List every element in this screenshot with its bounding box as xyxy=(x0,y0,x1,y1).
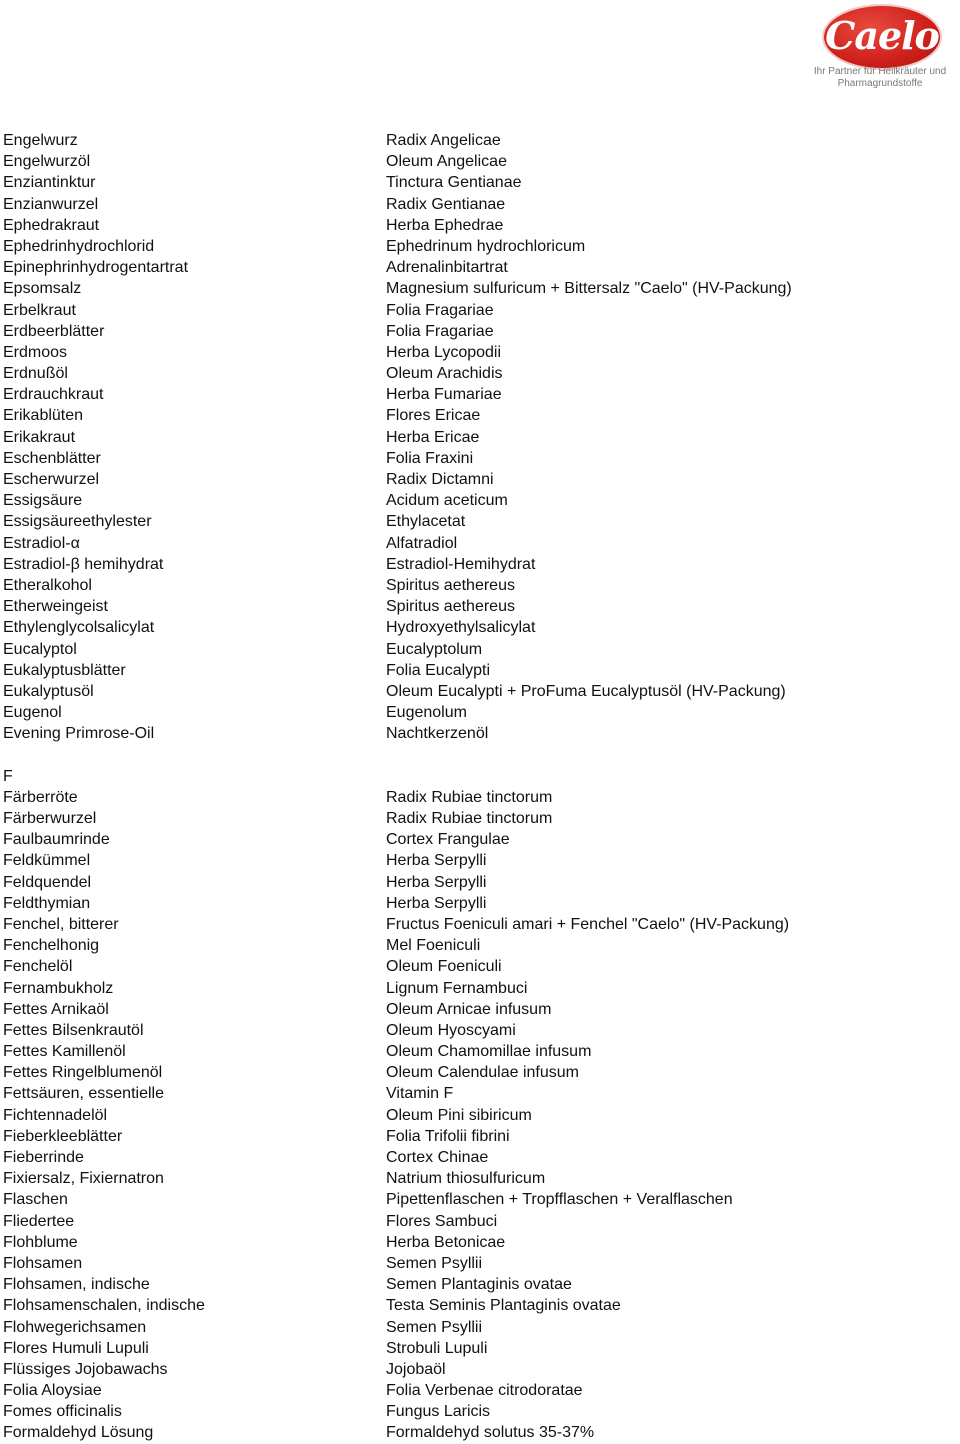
german-name: Essigsäure xyxy=(3,492,83,510)
latin-name: Oleum Eucalypti + ProFuma Eucalyptusöl (HV-Packung) xyxy=(386,682,786,700)
german-name: Fieberrinde xyxy=(3,1149,84,1166)
latin-name: Lignum Fernambuci xyxy=(386,979,528,997)
german-name: Epinephrinhydrogentartrat xyxy=(3,259,189,277)
latin-name: Flores Sambuci xyxy=(386,1212,498,1230)
german-name: Färberwurzel xyxy=(3,810,97,827)
german-name: Etheralkohol xyxy=(3,576,92,594)
latin-name: Radix Gentianae xyxy=(386,195,506,213)
latin-name: Oleum Angelicae xyxy=(386,153,507,171)
latin-names-column xyxy=(386,130,956,1444)
latin-name: Magnesium sulfuricum + Bittersalz "Caelo" (HV-Packung) xyxy=(386,280,792,298)
latin-name: Radix Rubiae tinctorum xyxy=(386,788,553,806)
latin-name: Adrenalinbitartrat xyxy=(386,259,508,277)
german-name: Ephedrinhydrochlorid xyxy=(3,237,155,255)
latin-name: Estradiol-Hemihydrat xyxy=(386,555,536,573)
german-name: Faulbaumrinde xyxy=(3,831,110,849)
german-name: Flohwegerichsamen xyxy=(3,1318,147,1336)
latin-name: Fructus Foeniculi amari + Fenchel "Caelo" (HV-Packung) xyxy=(386,915,790,933)
german-name: Etherweingeist xyxy=(3,598,108,616)
section-spacer xyxy=(386,744,956,765)
german-name: Engelwurz xyxy=(3,132,78,149)
german-name: Fernambukholz xyxy=(3,979,114,997)
latin-name: Alfatradiol xyxy=(386,534,458,552)
latin-name: Radix Rubiae tinctorum xyxy=(386,810,553,827)
german-name: Formaldehyd Lösung xyxy=(3,1424,154,1442)
latin-name: Flores Ericae xyxy=(386,407,481,425)
german-name: Fichtennadelöl xyxy=(3,1106,108,1124)
latin-name: Natrium thiosulfuricum xyxy=(386,1170,546,1188)
latin-name: Vitamin F xyxy=(386,1085,454,1103)
latin-name: Folia Fragariae xyxy=(386,322,494,340)
latin-name: Hydroxyethylsalicylat xyxy=(386,619,536,637)
german-name: Erikakraut xyxy=(3,428,76,446)
logo-brand: Caelo xyxy=(825,12,939,58)
german-name: Eukalyptusblätter xyxy=(3,661,126,679)
logo-tagline-line2: Pharmagrundstoffe xyxy=(837,78,923,89)
latin-name: Cortex Frangulae xyxy=(386,831,510,849)
section-heading-f: F xyxy=(3,767,13,785)
german-name: Fliedertee xyxy=(3,1212,75,1230)
latin-name: Radix Angelicae xyxy=(386,132,501,149)
german-name: Fenchelöl xyxy=(3,958,73,976)
latin-name: Semen Psyllii xyxy=(386,1254,483,1272)
latin-name: Folia Verbenae citrodoratae xyxy=(386,1382,583,1400)
german-name: Feldkümmel xyxy=(3,852,91,870)
german-name: Flohsamen, indische xyxy=(3,1276,150,1294)
latin-name: Ephedrinum hydrochloricum xyxy=(386,237,586,255)
german-name: Eucalyptol xyxy=(3,640,77,658)
german-name: Essigsäureethylester xyxy=(3,513,152,531)
german-name: Epsomsalz xyxy=(3,280,82,298)
german-name: Ethylenglycolsalicylat xyxy=(3,619,155,637)
section-spacer xyxy=(386,766,956,787)
latin-name: Herba Betonicae xyxy=(386,1233,506,1251)
german-name: Erikablüten xyxy=(3,407,84,425)
latin-name: Semen Psyllii xyxy=(386,1318,483,1336)
latin-name: Folia Trifolii fibrini xyxy=(386,1127,510,1145)
latin-name: Fungus Laricis xyxy=(386,1403,491,1421)
german-name: Enziantinktur xyxy=(3,174,96,192)
german-name: Flohsamen xyxy=(3,1254,83,1272)
german-name: Flohsamenschalen, indische xyxy=(3,1297,205,1315)
german-name: Fenchel, bitterer xyxy=(3,915,119,933)
german-name: Fettes Ringelblumenöl xyxy=(3,1064,163,1082)
german-name: Färberröte xyxy=(3,788,78,806)
latin-name: Ethylacetat xyxy=(386,513,466,531)
german-name: Flaschen xyxy=(3,1191,68,1209)
german-name: Flores Humuli Lupuli xyxy=(3,1339,149,1357)
latin-name: Herba Lycopodii xyxy=(386,343,502,361)
german-name: Folia Aloysiae xyxy=(3,1382,102,1400)
latin-name: Folia Fraxini xyxy=(386,449,474,467)
latin-name: Herba Ericae xyxy=(386,428,480,446)
german-name: Erdbeerblätter xyxy=(3,322,105,340)
german-name: Feldthymian xyxy=(3,894,91,912)
latin-name: Oleum Foeniculi xyxy=(386,958,502,976)
german-name: Fettsäuren, essentielle xyxy=(3,1085,164,1103)
latin-name: Nachtkerzenöl xyxy=(386,725,489,743)
latin-name: Testa Seminis Plantaginis ovatae xyxy=(386,1297,621,1315)
latin-name: Oleum Calendulae infusum xyxy=(386,1064,579,1082)
latin-name: Eucalyptolum xyxy=(386,640,483,658)
german-name: Erdmoos xyxy=(3,343,68,361)
german-name: Feldquendel xyxy=(3,873,92,891)
latin-name: Oleum Hyoscyami xyxy=(386,1021,516,1039)
latin-name: Mel Foeniculi xyxy=(386,937,481,955)
latin-name: Oleum Chamomillae infusum xyxy=(386,1043,592,1061)
latin-name: Semen Plantaginis ovatae xyxy=(386,1276,572,1294)
german-name: Eschenblätter xyxy=(3,449,101,467)
german-name: Erdnußöl xyxy=(3,365,68,383)
latin-name: Herba Serpylli xyxy=(386,894,487,912)
german-names-column xyxy=(3,130,373,1444)
latin-name: Tinctura Gentianae xyxy=(386,174,522,192)
latin-name: Cortex Chinae xyxy=(386,1149,489,1166)
german-name: Eugenol xyxy=(3,704,62,722)
caelo-logo xyxy=(800,6,960,96)
latin-name: Radix Dictamni xyxy=(386,471,494,488)
logo-tagline xyxy=(800,66,960,90)
logo-oval xyxy=(824,6,940,68)
german-name: Engelwurzöl xyxy=(3,153,91,171)
german-name: Fieberkleeblätter xyxy=(3,1127,123,1145)
german-name: Ephedrakraut xyxy=(3,216,100,234)
latin-name: Folia Eucalypti xyxy=(386,661,491,679)
german-name: Evening Primrose-Oil xyxy=(3,725,155,743)
latin-name: Spiritus aethereus xyxy=(386,576,515,594)
german-name: Fettes Bilsenkrautöl xyxy=(3,1021,144,1039)
logo-tagline-line1: Ihr Partner für Heilkräuter und xyxy=(813,66,947,77)
german-name: Estradiol-α xyxy=(3,534,80,552)
latin-name: Formaldehyd solutus 35-37% xyxy=(386,1424,595,1442)
german-name: Flüssiges Jojobawachs xyxy=(3,1360,168,1378)
latin-name: Spiritus aethereus xyxy=(386,598,515,616)
german-name: Estradiol-β hemihydrat xyxy=(3,555,164,573)
section-spacer xyxy=(3,744,373,765)
latin-name: Strobuli Lupuli xyxy=(386,1339,488,1357)
latin-name: Pipettenflaschen + Tropfflaschen + Veralflaschen xyxy=(386,1191,733,1209)
german-name: Fenchelhonig xyxy=(3,937,100,955)
latin-name: Herba Serpylli xyxy=(386,873,487,891)
german-name: Fettes Arnikaöl xyxy=(3,1000,109,1018)
german-name: Escherwurzel xyxy=(3,471,100,488)
latin-name: Herba Fumariae xyxy=(386,386,502,404)
latin-name: Oleum Arachidis xyxy=(386,365,503,383)
latin-name: Herba Serpylli xyxy=(386,852,487,870)
german-name: Eukalyptusöl xyxy=(3,682,94,700)
german-name: Erdrauchkraut xyxy=(3,386,104,404)
german-name: Enzianwurzel xyxy=(3,195,99,213)
german-name: Erbelkraut xyxy=(3,301,76,319)
latin-name: Acidum aceticum xyxy=(386,492,508,510)
latin-name: Herba Ephedrae xyxy=(386,216,504,234)
latin-name: Oleum Pini sibiricum xyxy=(386,1106,532,1124)
latin-name: Eugenolum xyxy=(386,704,467,722)
german-name: Fomes officinalis xyxy=(3,1403,122,1421)
german-name: Fettes Kamillenöl xyxy=(3,1043,126,1061)
german-name: Fixiersalz, Fixiernatron xyxy=(3,1170,164,1188)
latin-name: Jojobaöl xyxy=(386,1360,446,1378)
latin-name: Folia Fragariae xyxy=(386,301,494,319)
german-name: Flohblume xyxy=(3,1233,78,1251)
latin-name: Oleum Arnicae infusum xyxy=(386,1000,552,1018)
